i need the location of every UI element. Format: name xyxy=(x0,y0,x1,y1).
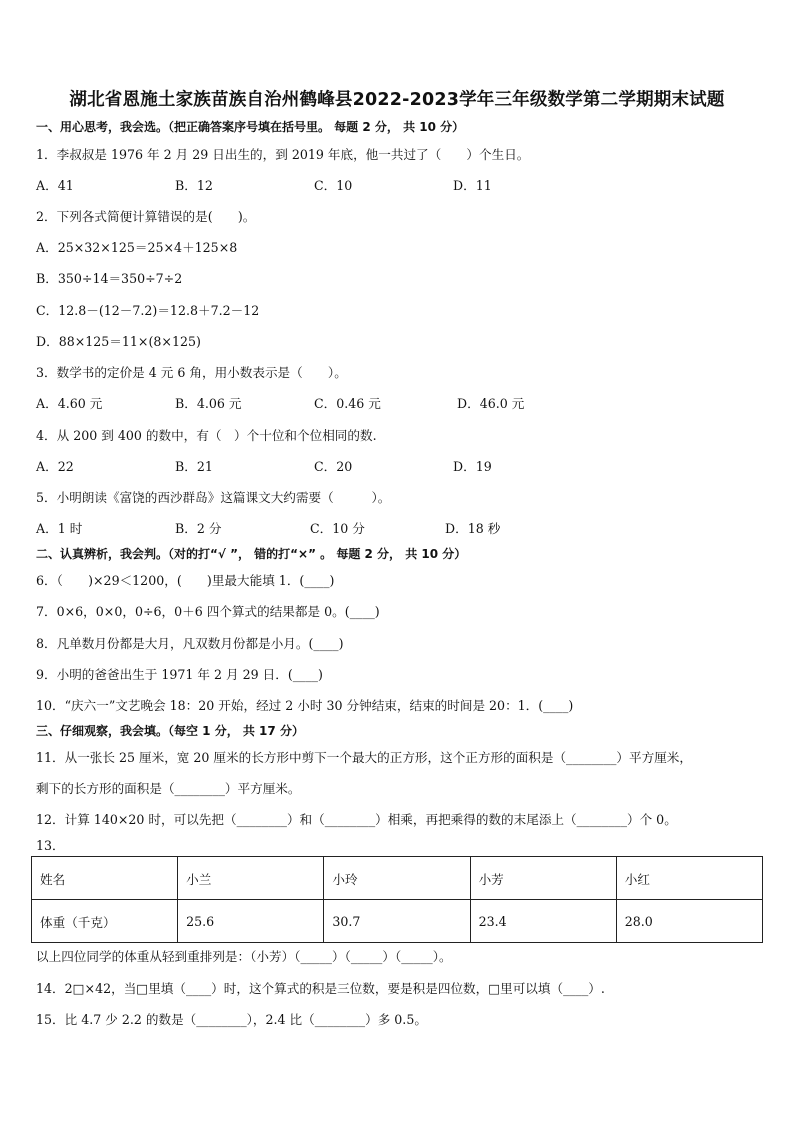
q2-option-c: C．12.8－(12－7.2)＝12.8＋7.2－12 xyxy=(36,303,260,318)
q1-option-c: C．10 xyxy=(314,178,353,193)
question-14: 14．2□×42，当□里填（____）时，这个算式的积是三位数，要是积是四位数，□里可以填（____）. xyxy=(36,981,605,996)
section-1-heading: 一、用心思考，我会选。（把正确答案序号填在括号里。 每题 2 分， 共 10 分） xyxy=(36,120,465,134)
question-4: 4．从 200 到 400 的数中，有（ ）个十位和个位相同的数. xyxy=(36,428,377,443)
question-8: 8．凡单数月份都是大月，凡双数月份都是小月。(____) xyxy=(36,636,344,651)
table-header-cell: 体重（千克） xyxy=(32,900,178,943)
q2-option-d: D．88×125＝11×(8×125) xyxy=(36,334,201,349)
question-3: 3．数学书的定价是 4 元 6 角，用小数表示是（ ）。 xyxy=(36,365,347,380)
question-7: 7．0×6，0×0，0÷6，0＋6 四个算式的结果都是 0。(____) xyxy=(36,604,380,619)
q2-option-b: B．350÷14＝350÷7÷2 xyxy=(36,271,183,286)
question-5: 5．小明朗读《富饶的西沙群岛》这篇课文大约需要（ ）。 xyxy=(36,490,391,505)
table-cell: 小兰 xyxy=(178,857,324,900)
question-6: 6．（ )×29＜1200，( )里最大能填 1．(____) xyxy=(36,573,335,588)
table-cell: 小芳 xyxy=(470,857,616,900)
q4-option-c: C．20 xyxy=(314,459,353,474)
q1-option-b: B．12 xyxy=(175,178,213,193)
question-11-cont: 剩下的长方形的面积是（________）平方厘米。 xyxy=(36,781,301,796)
q5-option-b: B．2 分 xyxy=(175,521,222,536)
q1-option-d: D．11 xyxy=(453,178,492,193)
table-cell: 小玲 xyxy=(324,857,470,900)
table-cell: 小红 xyxy=(616,857,762,900)
question-15: 15．比 4.7 少 2.2 的数是（________），2.4 比（________）多 0.5。 xyxy=(36,1012,427,1027)
section-2-heading: 二、认真辨析，我会判。（对的打“√ ”， 错的打“×” 。 每题 2 分， 共 10 分） xyxy=(36,547,467,561)
q4-option-b: B．21 xyxy=(175,459,213,474)
table-cell: 25.6 xyxy=(178,900,324,943)
table-cell: 23.4 xyxy=(470,900,616,943)
question-9: 9．小明的爸爸出生于 1971 年 2 月 29 日．(____) xyxy=(36,667,323,682)
q1-option-a: A．41 xyxy=(36,178,74,193)
question-2: 2．下列各式简便计算错误的是( )。 xyxy=(36,209,256,224)
table-header-cell: 姓名 xyxy=(32,857,178,900)
q5-option-d: D．18 秒 xyxy=(445,521,501,536)
question-12: 12．计算 140×20 时，可以先把（________）和（________）相乘，再把乘得的数的末尾添上（________）个 0。 xyxy=(36,812,677,827)
table-cell: 28.0 xyxy=(616,900,762,943)
question-1: 1．李叔叔是 1976 年 2 月 29 日出生的，到 2019 年底，他一共过了（ ）个生日。 xyxy=(36,147,530,162)
q5-option-c: C．10 分 xyxy=(310,521,365,536)
q3-option-c: C．0.46 元 xyxy=(314,396,381,411)
q3-option-a: A．4.60 元 xyxy=(36,396,103,411)
question-10: 10．“庆六一”文艺晚会 18：20 开始，经过 2 小时 30 分钟结束，结束的时间是 20：1．(____) xyxy=(36,698,574,713)
section-3-heading: 三、仔细观察，我会填。（每空 1 分， 共 17 分） xyxy=(36,724,304,738)
q4-option-d: D．19 xyxy=(453,459,492,474)
table-row xyxy=(32,900,763,943)
question-11: 11．从一张长 25 厘米，宽 20 厘米的长方形中剪下一个最大的正方形，这个正方形的面积是（________）平方厘米， xyxy=(36,750,692,765)
weight-table xyxy=(31,856,763,943)
question-13-label: 13． xyxy=(36,838,65,853)
q3-option-d: D．46.0 元 xyxy=(457,396,525,411)
page-title: 湖北省恩施土家族苗族自治州鹤峰县2022-2023学年三年级数学第二学期期末试题 xyxy=(69,90,725,110)
q4-option-a: A．22 xyxy=(36,459,74,474)
q2-option-a: A．25×32×125＝25×4＋125×8 xyxy=(36,240,238,255)
question-13-answer: 以上四位同学的体重从轻到重排列是：（小芳）（_____）（_____）（_____）。 xyxy=(36,949,452,964)
table-cell: 30.7 xyxy=(324,900,470,943)
q3-option-b: B．4.06 元 xyxy=(175,396,242,411)
q5-option-a: A．1 时 xyxy=(36,521,83,536)
table-row xyxy=(32,857,763,900)
